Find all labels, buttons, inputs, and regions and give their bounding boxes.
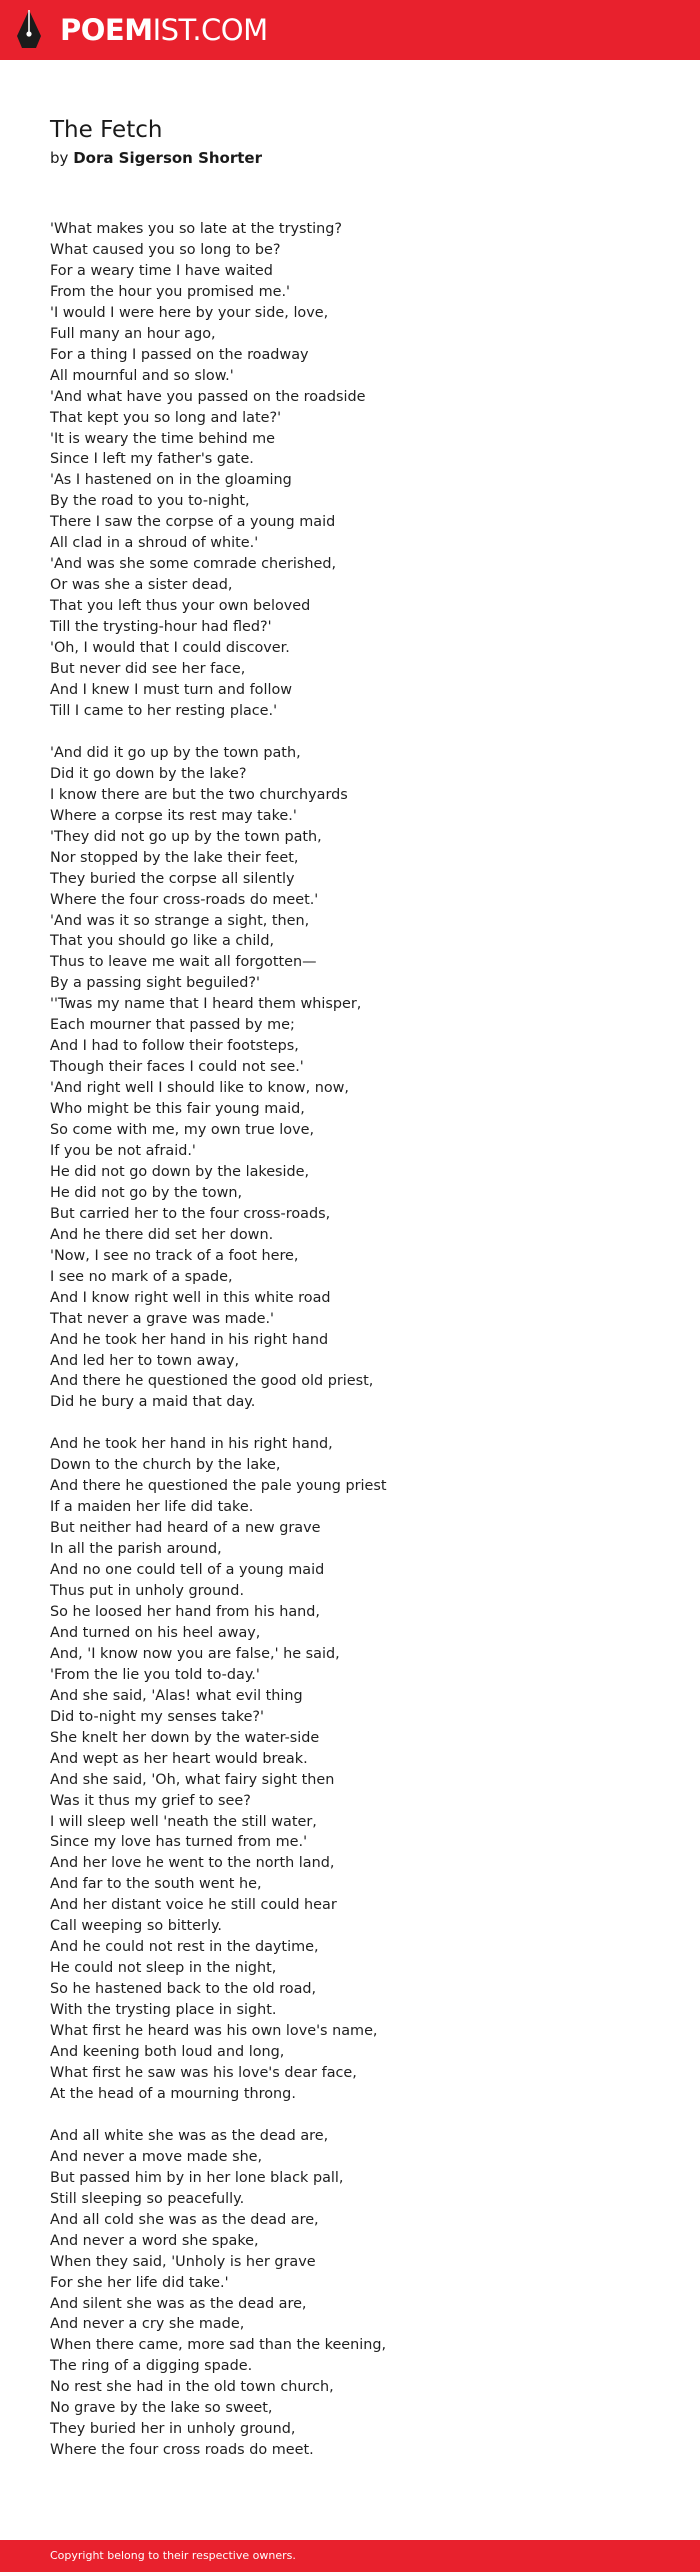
poem-line: And I had to follow their footsteps,: [50, 1038, 299, 1055]
poem-line: For a thing I passed on the roadway: [50, 346, 309, 363]
stanza: [50, 219, 670, 722]
poem-line: All mournful and so slow.': [50, 367, 234, 384]
poem-line: And led her to town away,: [50, 1352, 240, 1369]
poem-line: And her distant voice he still could hear: [50, 1897, 337, 1914]
poem-line: Though their faces I could not see.': [50, 1059, 304, 1076]
poem-line: 'I would I were here by your side, love,: [50, 304, 329, 321]
poem-line: And I knew I must turn and follow: [50, 681, 293, 698]
poem-line: And all white she was as the dead are,: [50, 2127, 329, 2144]
logo-light-text: IST.COM: [152, 13, 268, 47]
poem-line: Since my love has turned from me.': [50, 1834, 308, 1851]
poem-line: They buried the corpse all silently: [50, 870, 295, 887]
poem-line: And she said, 'Oh, what fairy sight then: [50, 1771, 335, 1788]
poem-line: And I know right well in this white road: [50, 1289, 331, 1306]
poem-line: Did he bury a maid that day.: [50, 1394, 256, 1411]
poem-line: Did to-night my senses take?': [50, 1708, 265, 1725]
poem-line: She knelt her down by the water-side: [50, 1729, 320, 1746]
poem-line: There I saw the corpse of a young maid: [50, 514, 336, 531]
poem-line: Or was she a sister dead,: [50, 577, 233, 594]
poem-line: And keening both loud and long,: [50, 2044, 285, 2061]
poem-line: He could not sleep in the night,: [50, 1960, 277, 1977]
poem-line: 'Now, I see no track of a foot here,: [50, 1247, 299, 1264]
poem-line: And there he questioned the pale young priest: [50, 1478, 387, 1495]
poem-line: They buried her in unholy ground,: [50, 2421, 296, 2438]
poem-line: And, 'I know now you are false,' he said,: [50, 1645, 340, 1662]
poem-line: No grave by the lake so sweet,: [50, 2400, 273, 2417]
poem-line: When there came, more sad than the keening,: [50, 2337, 387, 2354]
poem-line: But never did see her face,: [50, 661, 246, 678]
poem-line: But neither had heard of a new grave: [50, 1520, 321, 1537]
poem-line: Since I left my father's gate.: [50, 451, 254, 468]
poem-line: And turned on his heel away,: [50, 1624, 261, 1641]
poem-line: Where the four cross roads do meet.: [50, 2442, 314, 2459]
poem-line: With the trysting place in sight.: [50, 2002, 277, 2019]
poem-line: 'And was she some comrade cherished,: [50, 556, 337, 573]
poem-title: The Fetch: [50, 117, 163, 143]
poem-line: So he loosed her hand from his hand,: [50, 1604, 320, 1620]
poem-line: And wept as her heart would break.: [50, 1750, 308, 1767]
poem-line: 'And was it so strange a sight, then,: [50, 912, 310, 929]
poem-line: And she said, 'Alas! what evil thing: [50, 1687, 303, 1704]
poem-line: What first he heard was his own love's name,: [50, 2023, 378, 2040]
poem-line: 'And right well I should like to know, now,: [50, 1080, 349, 1097]
stanza: [50, 743, 670, 1414]
poem-line: That you left thus your own beloved: [50, 598, 311, 615]
poem-line: By the road to you to-night,: [50, 493, 250, 510]
poem-line: For a weary time I have waited: [50, 262, 273, 279]
site-header: [0, 0, 700, 60]
copyright-text: Copyright belong to their respective owners.: [50, 2549, 296, 2562]
poem-line: Where a corpse its rest may take.': [50, 807, 297, 824]
poem-line: Still sleeping so peacefully.: [50, 2190, 245, 2207]
site-footer: [0, 2540, 700, 2572]
poem-line: I will sleep well 'neath the still water,: [50, 1813, 317, 1830]
poem-line: But passed him by in her lone black pall,: [50, 2169, 344, 2186]
poem-line: 'What makes you so late at the trysting?: [50, 221, 343, 237]
poem-line: 'From the lie you told to-day.': [50, 1666, 260, 1683]
poem-line: And far to the south went he,: [50, 1876, 262, 1893]
poem-line: Nor stopped by the lake their feet,: [50, 849, 299, 866]
poem-line: And never a move made she,: [50, 2148, 263, 2165]
poem-line: I see no mark of a spade,: [50, 1268, 233, 1285]
poem-body: [50, 219, 670, 2482]
poem-line: 'As I hastened on in the gloaming: [50, 472, 292, 489]
poem-line: At the head of a mourning throng.: [50, 2085, 296, 2102]
poem-line: So he hastened back to the old road,: [50, 1981, 317, 1998]
stanza: [50, 1434, 670, 2105]
poem-line: What first he saw was his love's dear face,: [50, 2064, 357, 2081]
byline: [50, 148, 262, 168]
poem-line: The ring of a digging spade.: [50, 2358, 253, 2375]
poem-line: If you be not afraid.': [50, 1142, 196, 1159]
poem-line: He did not go down by the lakeside,: [50, 1163, 310, 1180]
poem-line: 'Oh, I would that I could discover.: [50, 640, 290, 657]
poem-line: That you should go like a child,: [50, 933, 275, 950]
poem-line: Till I came to her resting place.': [50, 702, 278, 719]
poem-line: And he could not rest in the daytime,: [50, 1939, 319, 1956]
poem-line: From the hour you promised me.': [50, 283, 290, 300]
poem-line: When they said, 'Unholy is her grave: [50, 2253, 316, 2270]
poem-line: But carried her to the four cross-roads,: [50, 1205, 331, 1222]
poem-line: By a passing sight beguiled?': [50, 975, 260, 992]
poem-line: And he took her hand in his right hand,: [50, 1436, 333, 1453]
poem-line: And he took her hand in his right hand: [50, 1331, 329, 1348]
poem-line: What caused you so long to be?: [50, 241, 281, 258]
poem-line: And all cold she was as the dead are,: [50, 2211, 319, 2228]
poem-line: That never a grave was made.': [50, 1310, 275, 1327]
poem-line: Each mourner that passed by me;: [50, 1017, 295, 1034]
poem-line: Was it thus my grief to see?: [50, 1792, 251, 1809]
poem-line: And never a cry she made,: [50, 2316, 245, 2333]
poem-line: Full many an hour ago,: [50, 325, 216, 342]
author-name[interactable]: Dora Sigerson Shorter: [73, 149, 262, 167]
poem-line: 'They did not go up by the town path,: [50, 828, 322, 845]
poem-line: Till the trysting-hour had fled?': [50, 619, 272, 636]
poem-line: ''Twas my name that I heard them whisper,: [50, 996, 362, 1013]
poem-line: And silent she was as the dead are,: [50, 2295, 307, 2312]
poem-line: So come with me, my own true love,: [50, 1122, 315, 1139]
poem-line: And he there did set her down.: [50, 1226, 274, 1243]
poem-line: And her love he went to the north land,: [50, 1855, 335, 1872]
poem-line: Did it go down by the lake?: [50, 765, 247, 782]
poem-line: Thus to leave me wait all forgotten—: [50, 954, 317, 971]
poem-line: If a maiden her life did take.: [50, 1499, 254, 1516]
logo-bold-text: POEM: [60, 13, 153, 47]
poem-line: For she her life did take.': [50, 2274, 229, 2291]
poem-line: And never a word she spake,: [50, 2232, 259, 2249]
poem-line: Where the four cross-roads do meet.': [50, 891, 319, 908]
poem-line: In all the parish around,: [50, 1541, 222, 1558]
poem-line: And there he questioned the good old priest,: [50, 1373, 374, 1390]
poem-line: Down to the church by the lake,: [50, 1457, 281, 1474]
poem-line: 'And what have you passed on the roadside: [50, 388, 366, 405]
poem-line: I know there are but the two churchyards: [50, 786, 348, 803]
poem-line: 'And did it go up by the town path,: [50, 744, 301, 761]
poem-line: He did not go by the town,: [50, 1184, 243, 1201]
poem-line: That kept you so long and late?': [50, 409, 282, 426]
poem-line: Who might be this fair young maid,: [50, 1101, 305, 1118]
poem-line: And no one could tell of a young maid: [50, 1562, 325, 1579]
stanza: [50, 2126, 670, 2461]
site-logo[interactable]: [60, 13, 268, 47]
poem-line: Thus put in unholy ground.: [50, 1583, 245, 1600]
poem-line: All clad in a shroud of white.': [50, 535, 259, 552]
poem-line: 'It is weary the time behind me: [50, 430, 276, 447]
by-label: by: [50, 149, 69, 167]
poem-line: Call weeping so bitterly.: [50, 1918, 222, 1935]
poem-line: No rest she had in the old town church,: [50, 2379, 334, 2396]
pen-nib-icon[interactable]: [14, 8, 44, 52]
